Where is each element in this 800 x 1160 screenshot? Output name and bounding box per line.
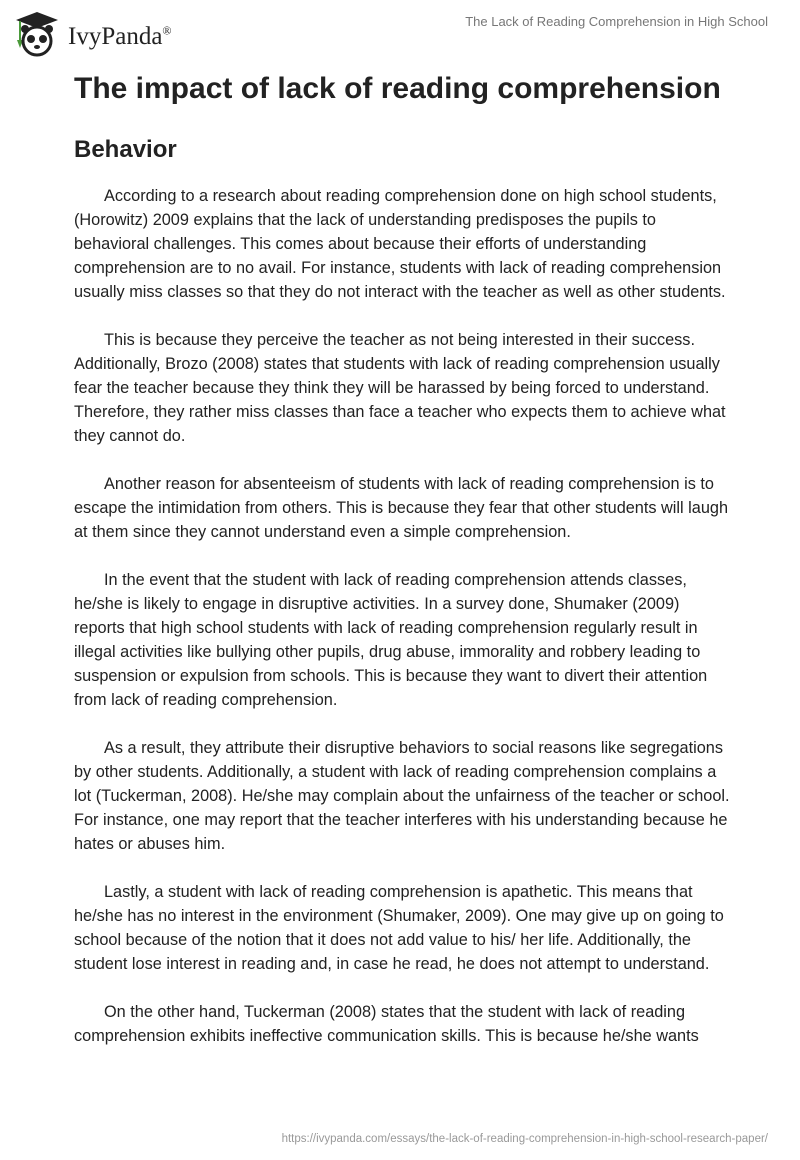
panda-graduate-icon	[12, 8, 62, 58]
section-heading: Behavior	[74, 136, 177, 163]
paragraph: On the other hand, Tuckerman (2008) states that the student with lack of reading comprehension exhibits ineffective communication skills. This is because he/she wants	[74, 1003, 699, 1045]
paragraph: This is because they perceive the teacher as not being interested in their success. Additionally, Brozo (2008) states that students with lack of reading comprehension usually fear the teacher because they think they will be harassed by being forced to understand. Therefore, they rather miss classes than face a teacher who expects them to achieve what they cannot do.	[74, 331, 726, 445]
document-title-header: The Lack of Reading Comprehension in High School	[465, 14, 768, 29]
source-url[interactable]: https://ivypanda.com/essays/the-lack-of-reading-comprehension-in-high-school-research-paper/	[281, 1133, 768, 1145]
page-title: The impact of lack of reading comprehension	[74, 72, 721, 105]
logo-text	[68, 23, 172, 51]
article-body	[74, 184, 734, 1072]
logo-name: IvyPanda	[68, 23, 163, 50]
registered-mark: ®	[162, 23, 172, 38]
ivypanda-logo[interactable]	[12, 8, 172, 58]
paragraph: Another reason for absenteeism of students with lack of reading comprehension is to escape the intimidation from others. This is because they fear that other students will laugh at them since they cannot understand even a simple comprehension.	[74, 475, 729, 541]
paragraph: In the event that the student with lack of reading comprehension attends classes, he/she is likely to engage in disruptive activities. In a survey done, Shumaker (2009) reports that high school students with lack of reading comprehension regularly result in illegal activities like bullying other pupils, drug abuse, immorality and robbery leading to suspension or expulsion from schools. This is because they want to divert their attention from lack of reading comprehension.	[74, 571, 708, 709]
paragraph: According to a research about reading comprehension done on high school students, (Horowitz) 2009 explains that the lack of understanding predisposes the pupils to behavioral challenges. This comes about because their efforts of understanding comprehension are to no avail. For instance, students with lack of reading comprehension usually miss classes so that they do not interact with the teacher as well as other students.	[74, 187, 726, 301]
paragraph: As a result, they attribute their disruptive behaviors to social reasons like segregations by other students. Additionally, a student with lack of reading comprehension complains a lot (Tuckerman, 2008). He/she may complain about the unfairness of the teacher or school. For instance, one may report that the teacher interferes with his understanding because he hates or abuses him.	[74, 739, 730, 853]
paragraph: Lastly, a student with lack of reading comprehension is apathetic. This means that he/she has no interest in the environment (Shumaker, 2009). One may give up on going to school because of the notion that it does not add value to his/ her life. Additionally, the student lose interest in reading and, in case he read, he does not attempt to understand.	[74, 883, 724, 973]
